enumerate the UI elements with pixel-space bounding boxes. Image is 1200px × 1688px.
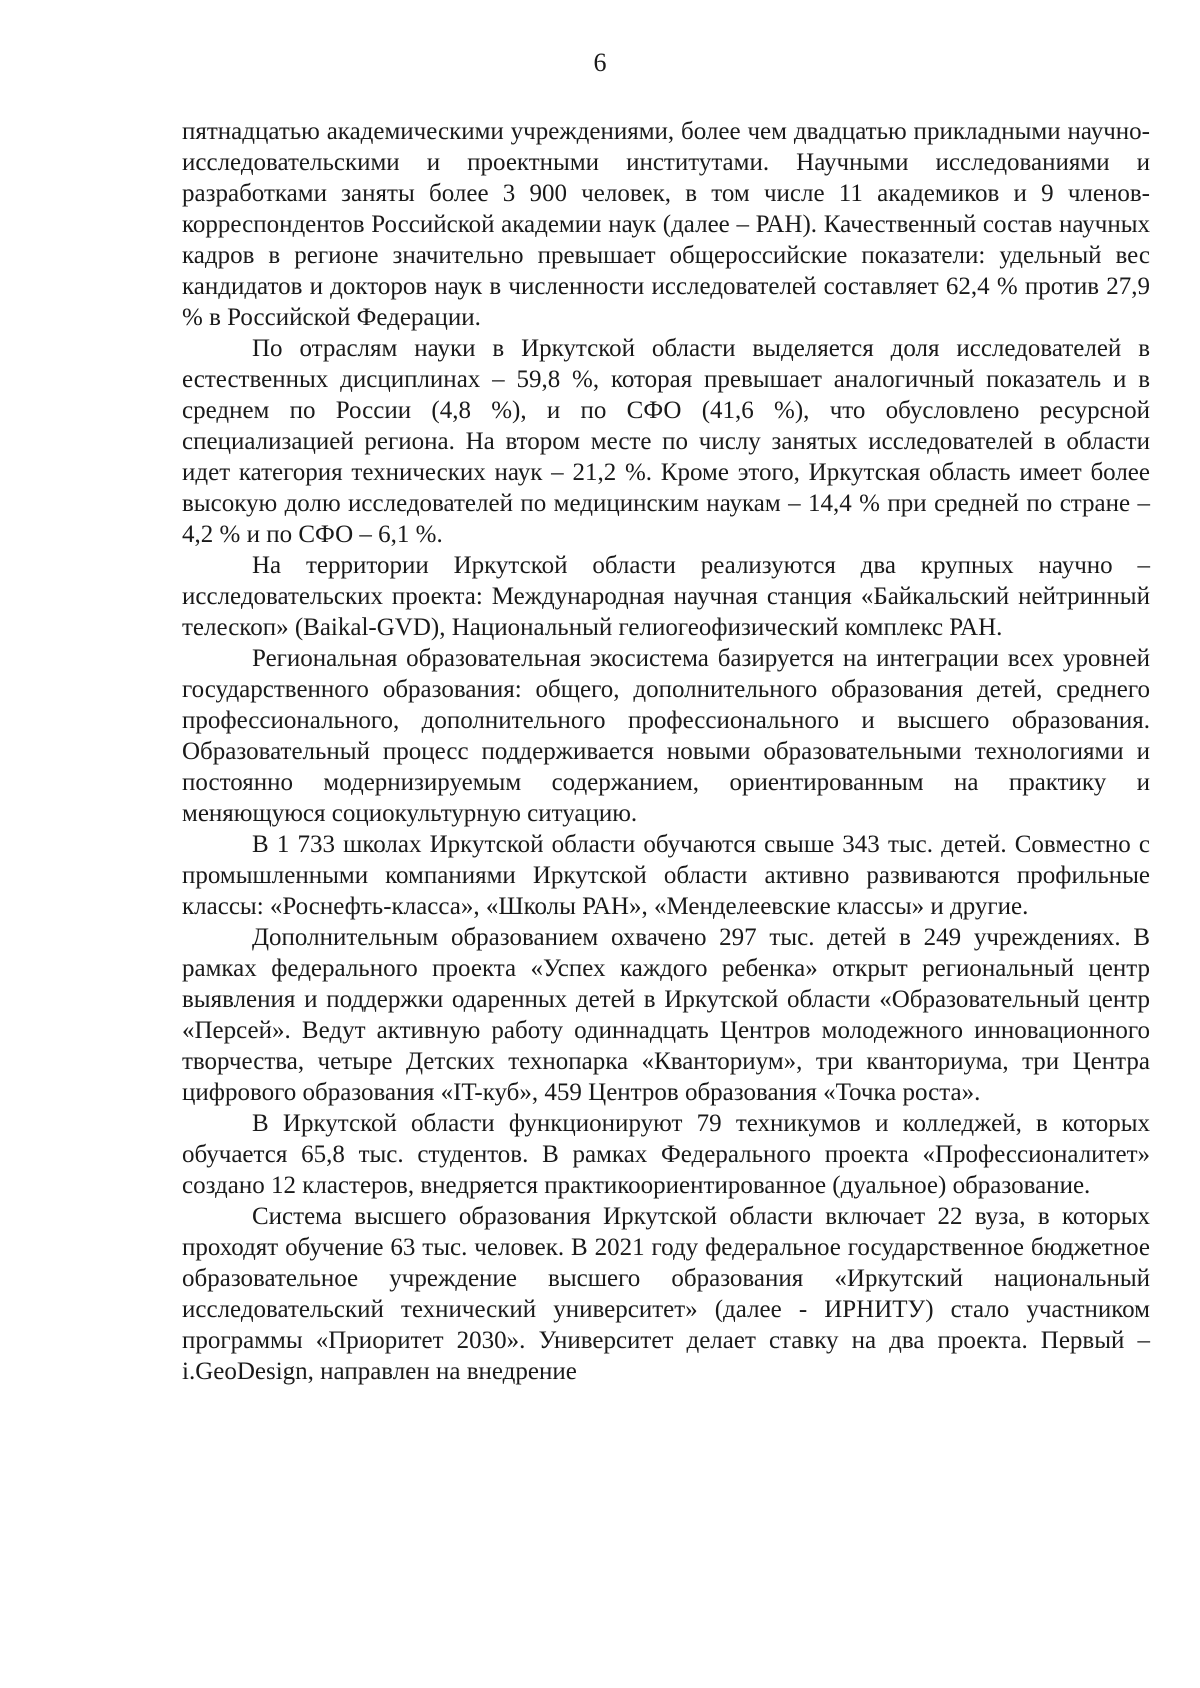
paragraph-higher-education: Система высшего образования Иркутской области включает 22 вуза, в которых проходят обучение 63 тыс. человек. В 2021 году федеральное государственное бюджетное образовательное учреждение высшего образования «Иркутский национальный исследовательский технический университет» (далее - ИРНИТУ) стало участником программы «Приоритет 2030». Университет делает ставку на два проекта. Первый – i.GeoDesign, направлен на внедрение (182, 1203, 1150, 1385)
paragraph-colleges: В Иркутской области функционируют 79 техникумов и колледжей, в которых обучается 65,8 тыс. студентов. В рамках Федерального проекта «Профессионалитет» создано 12 кластеров, внедряется практикоориентированное (дуальное) образование. (182, 1110, 1150, 1199)
paragraph-additional-education: Дополнительным образованием охвачено 297 тыс. детей в 249 учреждениях. В рамках федерального проекта «Успех каждого ребенка» открыт региональный центр выявления и поддержки одаренных детей в Иркутской области «Образовательный центр «Персей». Ведут активную работу одиннадцать Центров молодежного инновационного творчества, четыре Детских технопарка «Кванториум», три кванториума, три Центра цифрового образования «IT-куб», 459 Центров образования «Точка роста». (182, 924, 1150, 1106)
paragraph-science-fields: По отраслям науки в Иркутской области выделяется доля исследователей в естественных дисциплинах – 59,8 %, которая превышает аналогичный показатель и в среднем по России (4,8 %), и по СФО (41,6 %), что обусловлено ресурсной специализацией региона. На втором месте по числу занятых исследователей в области идет категория технических наук – 21,2 %. Кроме этого, Иркутская область имеет более высокую долю исследователей по медицинским наукам – 14,4 % при средней по стране – 4,2 % и по СФО – 6,1 %. (182, 335, 1150, 548)
paragraph-education-ecosystem: Региональная образовательная экосистема базируется на интеграции всех уровней государственного образования: общего, дополнительного образования детей, среднего профессионального, дополнительного профессионального и высшего образования. Образовательный процесс поддерживается новыми образовательными технологиями и постоянно модернизируемым содержанием, ориентированным на практику и меняющуюся социокультурную ситуацию. (182, 645, 1150, 827)
body-text (182, 116, 1150, 1387)
paragraph-schools: В 1 733 школах Иркутской области обучаются свыше 343 тыс. детей. Совместно с промышленными компаниями Иркутской области активно развиваются профильные классы: «Роснефть-класса», «Школы РАН», «Менделеевские классы» и другие. (182, 831, 1150, 920)
paragraph-research-projects: На территории Иркутской области реализуются два крупных научно – исследовательских проекта: Международная научная станция «Байкальский нейтринный телескоп» (Baikal-GVD), Национальный гелиогеофизический комплекс РАН. (182, 552, 1150, 641)
paragraph-continuation: пятнадцатью академическими учреждениями, более чем двадцатью прикладными научно-исследовательскими и проектными институтами. Научными исследованиями и разработками заняты более 3 900 человек, в том числе 11 академиков и 9 членов-корреспондентов Российской академии наук (далее – РАН). Качественный состав научных кадров в регионе значительно превышает общероссийские показатели: удельный вес кандидатов и докторов наук в численности исследователей составляет 62,4 % против 27,9 % в Российской Федерации. (182, 118, 1150, 331)
page-number: 6 (593, 48, 607, 77)
